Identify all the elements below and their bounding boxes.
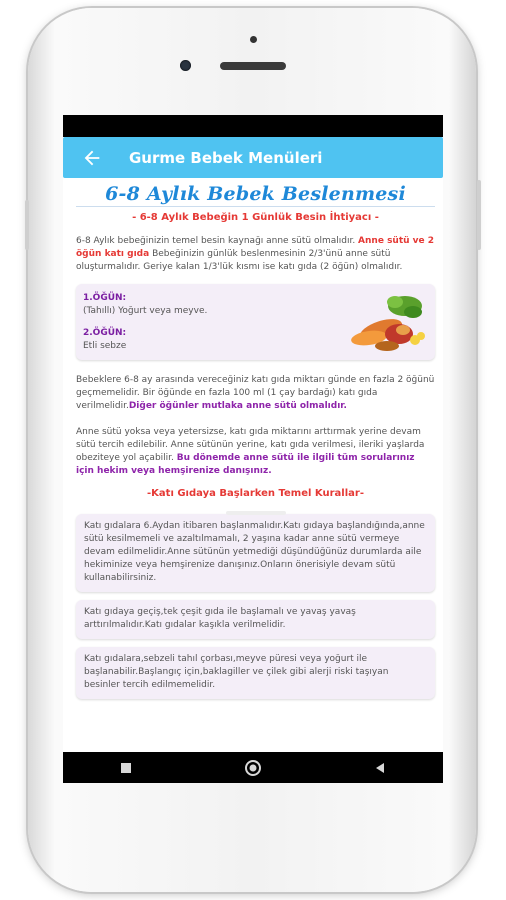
- back-button[interactable]: [360, 762, 400, 774]
- phone-screen: [63, 115, 443, 783]
- rule-card: Katı gıdaya geçiş,tek çeşit gıda ile başlamalı ve yavaş yavaş arttırılmalıdır.Katı gıdalar kaşıkla verilmelidir.: [76, 600, 435, 639]
- portion-highlight: Diğer öğünler mutlaka anne sütü olmalıdır.: [128, 401, 347, 411]
- app-title: Gurme Bebek Menüleri: [129, 148, 323, 167]
- heading-divider: [76, 206, 435, 207]
- rule-card: Katı gıdalara 6.Aydan itibaren başlanmalıdır.Katı gıdaya başlandığında,anne sütü kesilmemeli ve azaltılmamalı, 2 yaşına kadar anne sütü vermeye devam edilmelidir.Anne sütünün yetmediği düşündüğünüz durumlarda aile hekiminize veya hemşirenize danışınız.Onların önerisiyle devam sütü kullanabilirsiniz.: [76, 514, 435, 592]
- square-icon: [120, 762, 132, 774]
- meal1-text: (Tahıllı) Yoğurt veya meyve.: [83, 306, 208, 316]
- meal2-title: 2.ÖĞÜN:: [83, 328, 127, 338]
- front-camera: [180, 60, 191, 71]
- status-bar: [63, 115, 443, 137]
- milk-text: Anne sütü yoksa veya yetersizse, katı gıda miktarını arttırmak yerine devam sütü tercih edilebilir. Anne sütünün yerine, katı gıda verilmesi, ileriki yaşlarda obeziteye yol açabilir.: [76, 427, 425, 463]
- side-button: [477, 180, 481, 250]
- intro-text-cont: Bebeğinizin günlük beslenmesinin 2/3'ünü anne sütü oluşturmalıdır. Geriye kalan 1/3'lük kısmı ise katı gıda (2 öğün) olmalıdır.: [76, 249, 403, 272]
- home-button[interactable]: [233, 759, 273, 777]
- milk-paragraph: [76, 426, 435, 478]
- portion-text: Bebeklere 6-8 ay arasında vereceğiniz katı gıda miktarı günde en fazla 2 öğünü geçmemelidir. Bir öğünde en fazla 100 ml (1 çay bardağı) katı gıda verilmelidir.: [76, 375, 435, 411]
- front-sensor: [250, 36, 257, 43]
- meal-card: [76, 284, 435, 360]
- intro-text: 6-8 Aylık bebeğinizin temel besin kaynağı anne sütü olmalıdır.: [76, 236, 359, 246]
- content-area[interactable]: [63, 183, 443, 699]
- rules-heading: -Katı Gıdaya Başlarken Temel Kurallar-: [147, 488, 364, 499]
- portion-paragraph: [76, 374, 435, 413]
- triangle-left-icon: [374, 762, 386, 774]
- recent-apps-button[interactable]: [106, 762, 146, 774]
- vegetables-image: [347, 290, 429, 354]
- app-window: [63, 137, 443, 752]
- app-bar: [63, 137, 443, 178]
- circle-icon: [244, 759, 262, 777]
- page-heading: 6-8 Aylık Bebek Beslenmesi: [105, 183, 406, 205]
- intro-highlight: Anne sütü ve 2 öğün katı gıda: [76, 236, 435, 259]
- section-subheading: - 6-8 Aylık Bebeğin 1 Günlük Besin İhtiyacı -: [132, 212, 379, 223]
- earpiece-speaker: [220, 62, 286, 70]
- meal2-text: Etli sebze: [83, 341, 127, 351]
- android-nav-bar: [63, 752, 443, 783]
- intro-paragraph: [76, 235, 435, 274]
- milk-highlight: Bu dönemde anne sütü ile ilgili tüm sorularınız için hekim veya hemşirenize danışınız.: [76, 453, 415, 476]
- arrow-left-icon[interactable]: [81, 147, 103, 169]
- side-button: [25, 200, 29, 250]
- meal1-title: 1.ÖĞÜN:: [83, 293, 127, 303]
- rule-card: Katı gıdalara,sebzeli tahıl çorbası,meyve püresi veya yoğurt ile başlanabilir.Başlangıç için,baklagiller ve çilek gibi alerji riski taşıyan besinler tercih edilmemelidir.: [76, 647, 435, 699]
- rules-heading-shadow: [76, 500, 435, 506]
